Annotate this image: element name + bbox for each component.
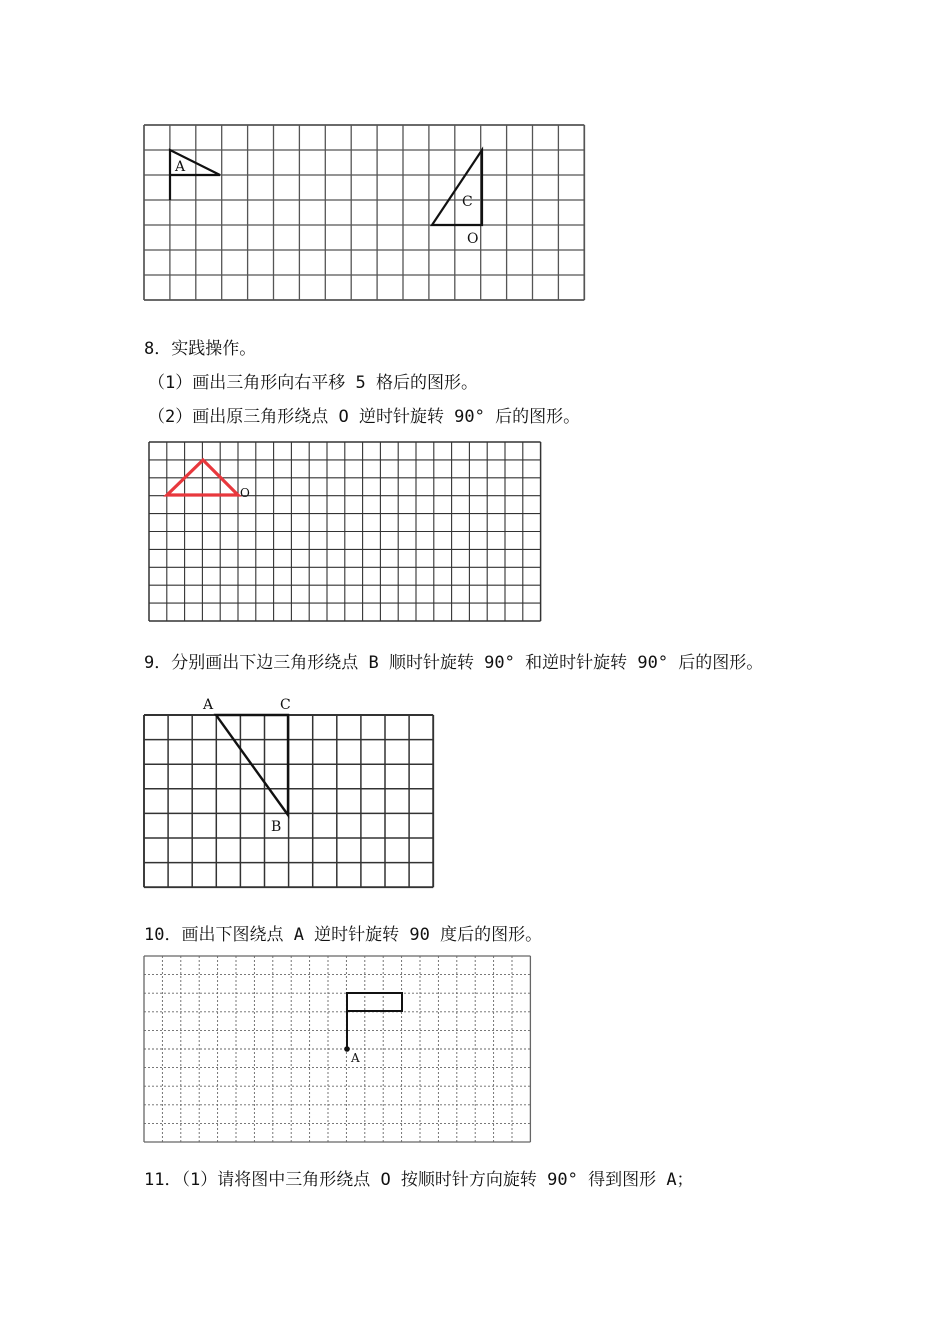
label-o-q8: O: [240, 486, 250, 500]
label-a-q9: A: [203, 697, 214, 713]
flag-rectangle: [347, 993, 402, 1011]
q11-title: 11．（1）请将图中三角形绕点 O 按顺时针方向旋转 90° 得到图形 A；: [144, 1170, 694, 1190]
q8-part2: （2）画出原三角形绕点 O 逆时针旋转 90° 后的图形。: [148, 407, 581, 427]
grid-1: [144, 125, 584, 300]
label-a-q10: A: [351, 1051, 360, 1065]
triangle-abc: [216, 715, 288, 815]
q8-part1: （1）画出三角形向右平移 5 格后的图形。: [148, 373, 478, 393]
flag-shape: [170, 150, 220, 200]
label-b-q9: B: [271, 819, 282, 835]
q8-title: 8．实践操作。: [144, 339, 257, 359]
q9-title: 9．分别画出下边三角形绕点 B 顺时针旋转 90° 和逆时针旋转 90° 后的图形。: [144, 653, 764, 673]
label-c-q9: C: [280, 697, 291, 713]
right-triangle-c: [432, 150, 482, 225]
label-o-fig1: O: [467, 231, 479, 247]
grid-2: [149, 442, 541, 621]
label-a-fig1: A: [175, 159, 186, 175]
label-c-fig1: C: [462, 194, 473, 210]
point-a-dot: [344, 1046, 350, 1052]
q10-title: 10．画出下图绕点 A 逆时针旋转 90 度后的图形。: [144, 925, 543, 945]
grid-4: [144, 956, 530, 1142]
